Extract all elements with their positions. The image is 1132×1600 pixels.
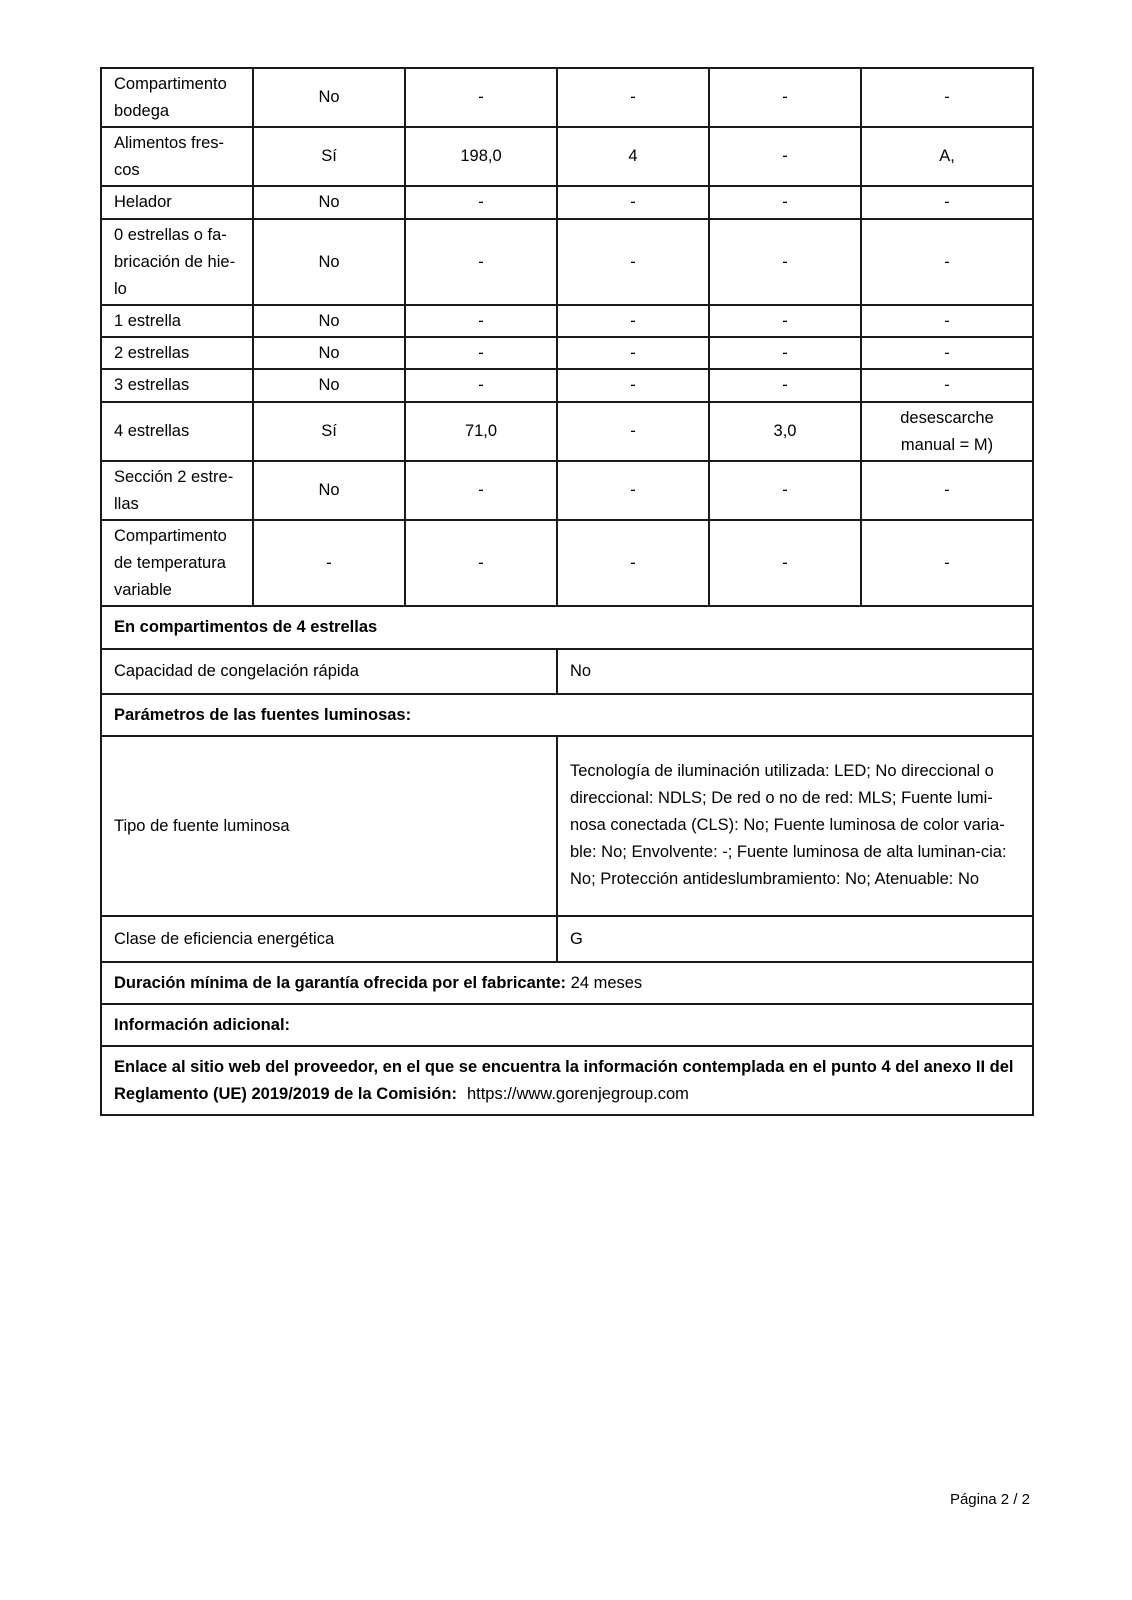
compartments-body	[101, 68, 1033, 606]
compartment-volume: 198,0	[405, 127, 557, 186]
compartment-temp: -	[557, 68, 709, 127]
table-row	[101, 337, 1033, 369]
compartment-temp: -	[557, 337, 709, 369]
compartment-name: Alimentos fres-cos	[101, 127, 253, 186]
compartment-freeze: -	[709, 219, 861, 305]
page-number: Página 2 / 2	[949, 1491, 1030, 1508]
compartment-temp: -	[557, 520, 709, 606]
compartment-name: 2 estrellas	[101, 337, 253, 369]
compartment-defrost: -	[861, 520, 1033, 606]
table-row	[101, 68, 1033, 127]
compartment-temp: -	[557, 402, 709, 461]
table-row	[101, 305, 1033, 337]
compartment-freeze: -	[709, 461, 861, 520]
table-row	[101, 402, 1033, 461]
compartment-temp: -	[557, 369, 709, 402]
compartment-defrost: -	[861, 219, 1033, 305]
compartment-freeze: -	[709, 186, 861, 219]
supplier-link-row	[101, 1046, 1033, 1115]
compartment-name: Compartimento de temperatura variable	[101, 520, 253, 606]
light-heading: Parámetros de las fuentes luminosas:	[101, 694, 1033, 736]
supplier-link-label: Enlace al sitio web del proveedor, en el que se encuentra la información contemplada en el punto 4 del anexo II del Reglamento (UE) 2019/2019 de la Comisión:	[114, 1057, 1014, 1103]
warranty-label: Duración mínima de la garantía ofrecida por el fabricante:	[114, 973, 567, 992]
compartment-present: No	[253, 369, 405, 402]
compartment-present: No	[253, 305, 405, 337]
compartment-freeze: -	[709, 68, 861, 127]
warranty-row	[101, 962, 1033, 1004]
compartment-freeze: -	[709, 127, 861, 186]
compartment-volume: -	[405, 186, 557, 219]
compartment-temp: 4	[557, 127, 709, 186]
compartment-name: Sección 2 estre-llas	[101, 461, 253, 520]
compartment-present: No	[253, 461, 405, 520]
supplier-link-url[interactable]: https://www.gorenjegroup.com	[466, 1084, 689, 1103]
compartment-freeze: -	[709, 305, 861, 337]
compartment-present: Sí	[253, 402, 405, 461]
table-row	[101, 369, 1033, 402]
compartment-freeze: 3,0	[709, 402, 861, 461]
compartment-temp: -	[557, 219, 709, 305]
extra-body	[101, 606, 1033, 1115]
compartment-volume: -	[405, 305, 557, 337]
compartment-freeze: -	[709, 337, 861, 369]
compartment-name: Compartimento bodega	[101, 68, 253, 127]
rapid-freeze-value: No	[557, 649, 1033, 694]
compartment-defrost: -	[861, 369, 1033, 402]
compartment-present: No	[253, 186, 405, 219]
compartment-volume: -	[405, 369, 557, 402]
rapid-freeze-label: Capacidad de congelación rápida	[101, 649, 557, 694]
compartment-name: Helador	[101, 186, 253, 219]
compartment-present: No	[253, 219, 405, 305]
compartment-temp: -	[557, 186, 709, 219]
energy-class-value: G	[557, 916, 1033, 962]
compartment-present: -	[253, 520, 405, 606]
compartment-present: No	[253, 68, 405, 127]
compartment-name: 1 estrella	[101, 305, 253, 337]
four-star-heading: En compartimentos de 4 estrellas	[101, 606, 1033, 649]
compartment-volume: -	[405, 337, 557, 369]
compartment-temp: -	[557, 305, 709, 337]
additional-info-label: Información adicional:	[101, 1004, 1033, 1046]
compartment-freeze: -	[709, 369, 861, 402]
light-type-value: Tecnología de iluminación utilizada: LED; No direccional o direccional: NDLS; De red o no de red: MLS; Fuente lumi-nosa conectada (CLS): No; Fuente luminosa de color varia-ble: No; Envolvente: -; Fuente luminosa de alta luminan-cia: No; Protección antideslumbramiento: No; Atenuable: No	[557, 736, 1033, 916]
compartment-name: 3 estrellas	[101, 369, 253, 402]
product-info-table	[100, 67, 1034, 1116]
table-row	[101, 219, 1033, 305]
table-row	[101, 461, 1033, 520]
compartment-volume: -	[405, 461, 557, 520]
compartment-volume: -	[405, 520, 557, 606]
compartment-defrost: -	[861, 68, 1033, 127]
compartment-defrost: desescarche manual = M)	[861, 402, 1033, 461]
compartment-volume: 71,0	[405, 402, 557, 461]
compartment-defrost: -	[861, 461, 1033, 520]
table-row	[101, 127, 1033, 186]
compartment-freeze: -	[709, 520, 861, 606]
compartment-name: 4 estrellas	[101, 402, 253, 461]
compartment-defrost: -	[861, 305, 1033, 337]
table-row	[101, 520, 1033, 606]
light-type-label: Tipo de fuente luminosa	[101, 736, 557, 916]
table-row	[101, 186, 1033, 219]
compartment-volume: -	[405, 219, 557, 305]
warranty-value: 24 meses	[570, 973, 643, 992]
compartment-defrost: A,	[861, 127, 1033, 186]
compartment-name: 0 estrellas o fa-bricación de hie-lo	[101, 219, 253, 305]
compartment-volume: -	[405, 68, 557, 127]
compartment-temp: -	[557, 461, 709, 520]
compartment-defrost: -	[861, 337, 1033, 369]
compartment-present: Sí	[253, 127, 405, 186]
compartment-present: No	[253, 337, 405, 369]
energy-class-label: Clase de eficiencia energética	[101, 916, 557, 962]
compartment-defrost: -	[861, 186, 1033, 219]
